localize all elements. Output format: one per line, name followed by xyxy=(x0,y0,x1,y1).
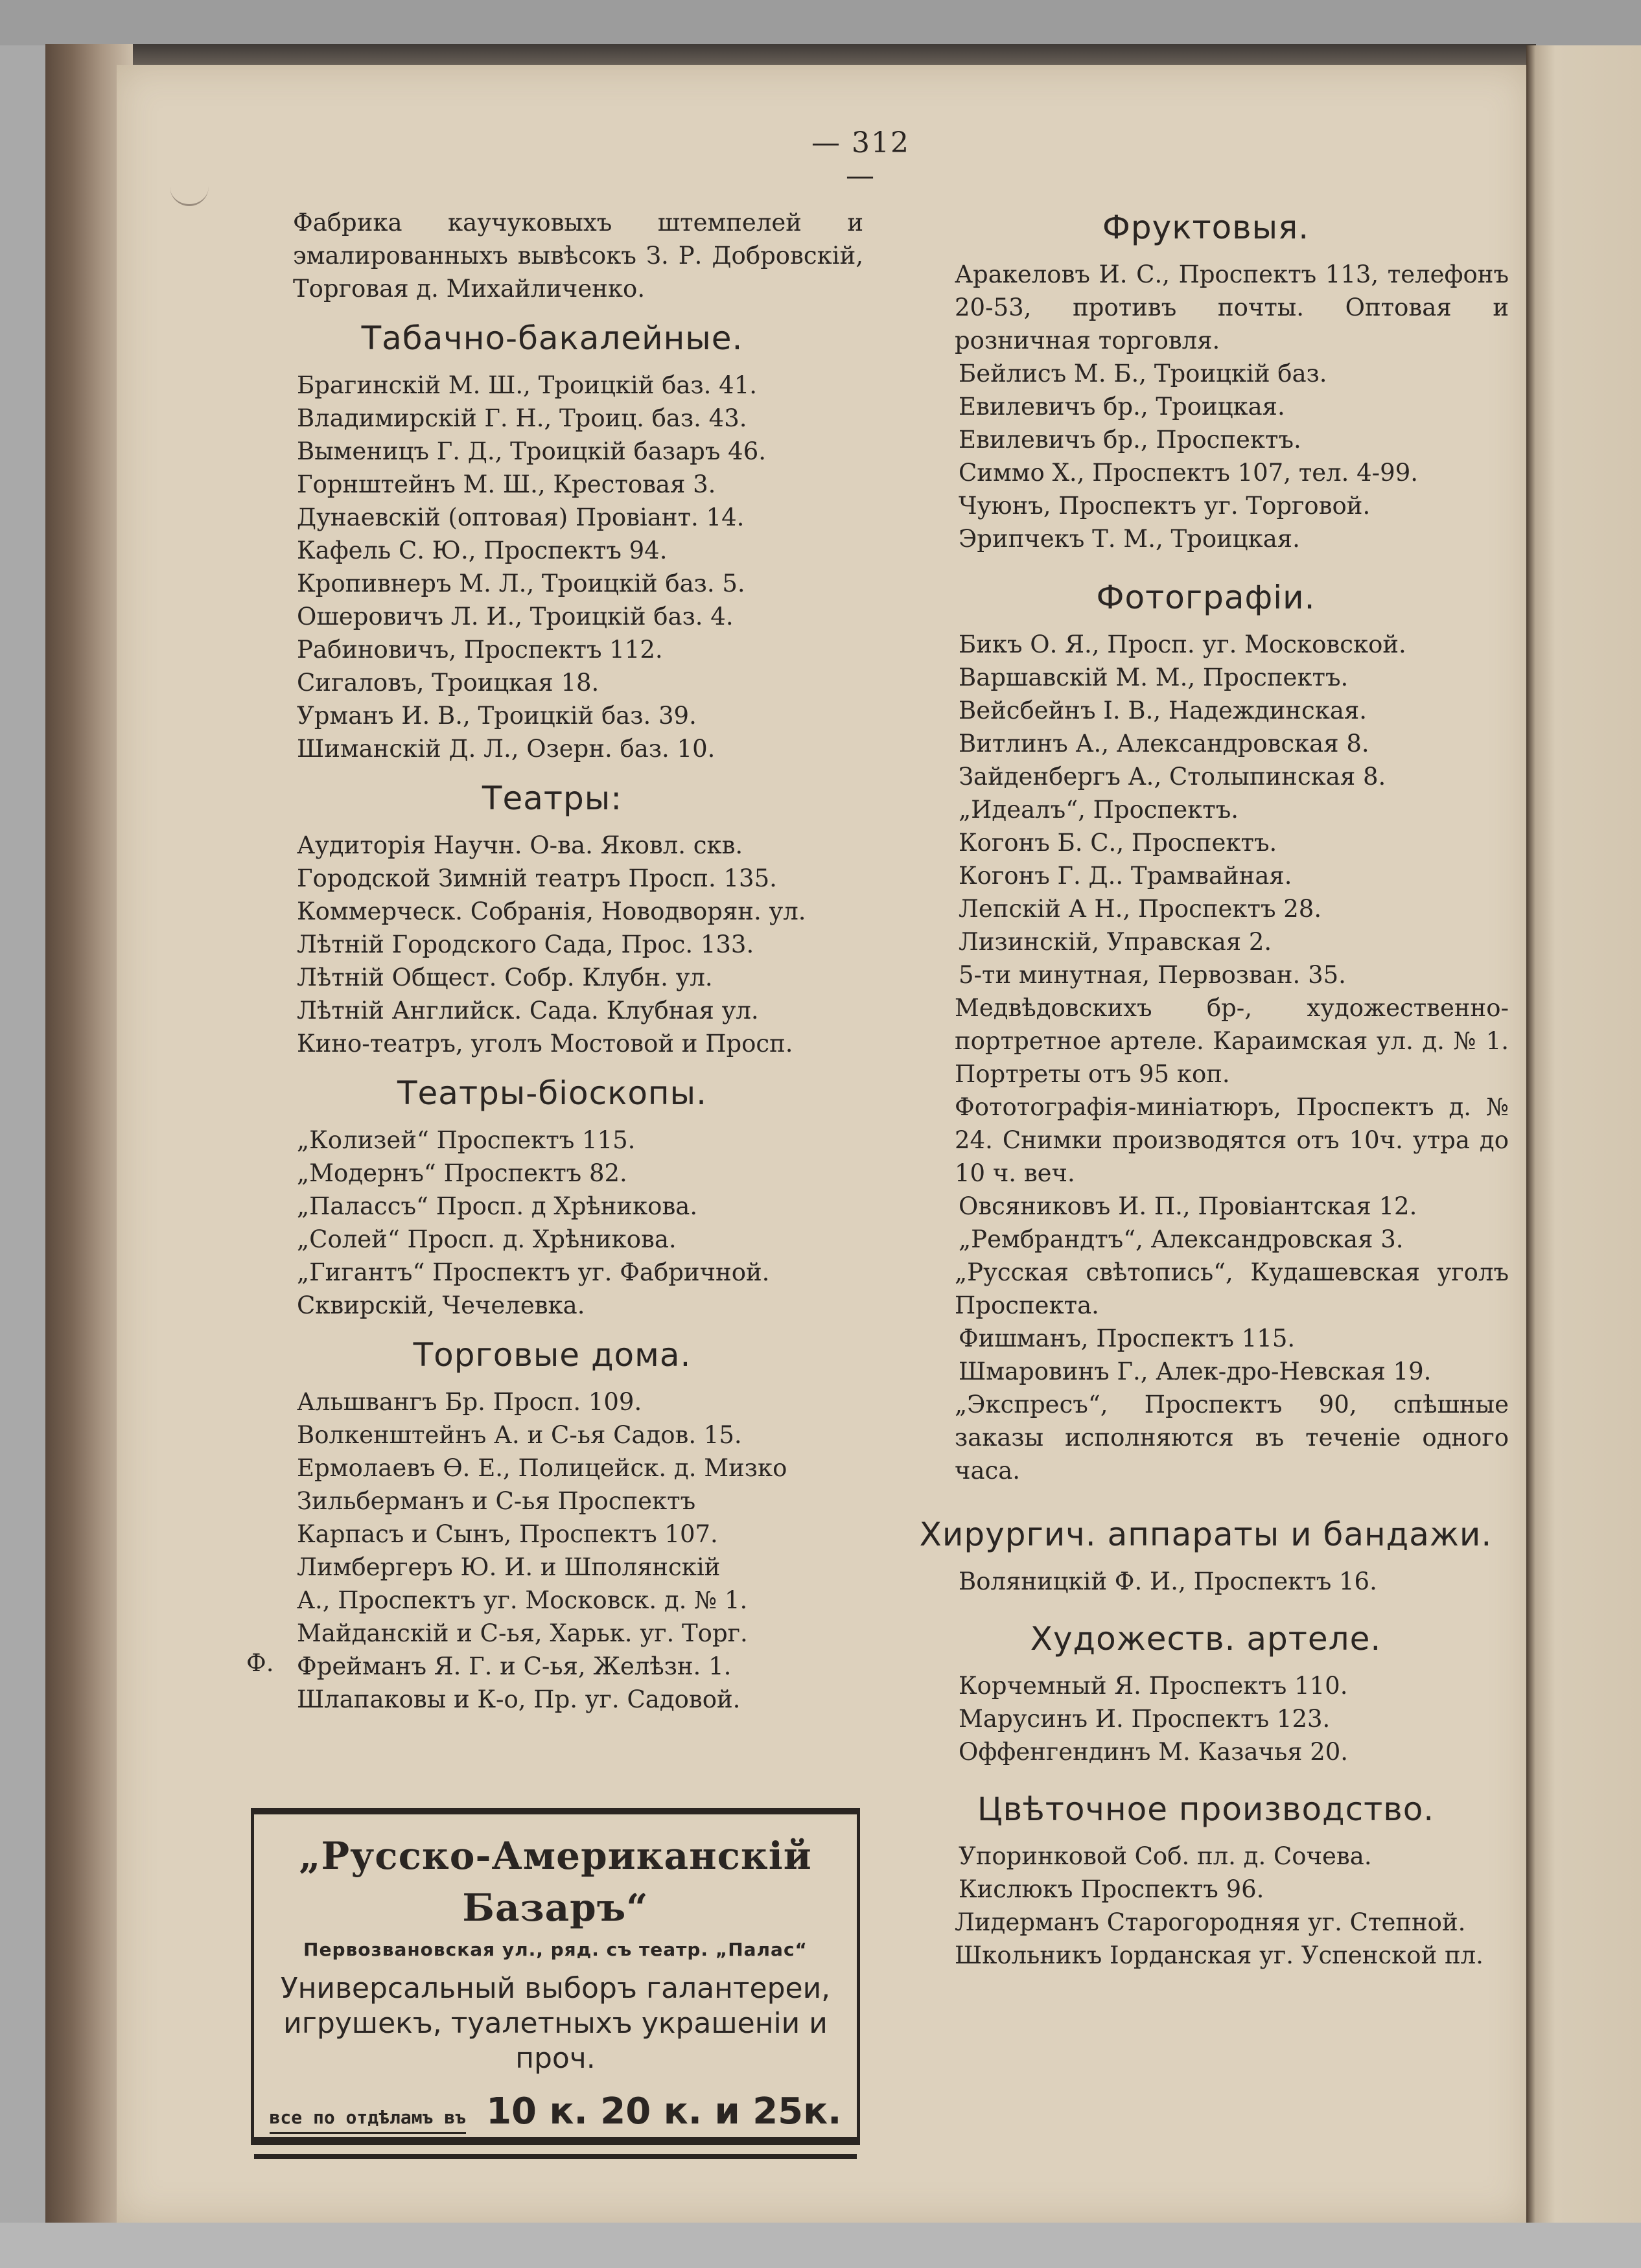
list-item: Лѣтній Английск. Сада. Клубная ул. xyxy=(297,997,759,1024)
scan-background-bottom xyxy=(0,2223,1641,2268)
section-fruit xyxy=(903,357,1509,555)
list-item: Витлинъ А., Александровская 8. xyxy=(959,730,1369,758)
list-item: Бейлисъ М. Б., Троицкій баз. xyxy=(959,360,1327,388)
list-item: Владимирскій Г. Н., Троиц. баз. 43. xyxy=(297,404,747,432)
list-item: 5-ти минутная, Первозван. 35. xyxy=(959,961,1346,989)
section-photo-cont2 xyxy=(903,1322,1509,1388)
advertisement-box xyxy=(251,1808,860,2145)
list-item: Шмаровинъ Г., Алек-дро-Невская 19. xyxy=(959,1358,1432,1385)
section-heading: Цвѣточное производство. xyxy=(977,1790,1435,1828)
list-item: Альшвангъ Бр. Просп. 109. xyxy=(297,1388,642,1416)
paragraph-entry: Школьникъ Іорданская уг. Успенской пл. xyxy=(955,1941,1484,1969)
list-item: Варшавскій М. М., Проспектъ. xyxy=(959,664,1349,691)
list-item: Урманъ И. В., Троицкій баз. 39. xyxy=(297,702,697,730)
list-item: Карпасъ и Сынъ, Проспектъ 107. xyxy=(297,1520,718,1548)
section-theatres xyxy=(241,829,863,1060)
list-item: Шлапаковы и К-о, Пр. уг. Садовой. xyxy=(297,1685,741,1713)
list-item: Бикъ О. Я., Просп. уг. Московской. xyxy=(959,631,1406,658)
list-item: А., Проспектъ уг. Московск. д. № 1. xyxy=(297,1586,748,1614)
scan-background-left xyxy=(0,45,45,2223)
list-item: Майданскій и С-ья, Харьк. уг. Торг. xyxy=(297,1619,748,1647)
ad-prices-prefix: все по отдѣламъ въ xyxy=(270,2107,466,2134)
section-flowers xyxy=(903,1840,1509,1906)
section-tobacco xyxy=(241,369,863,765)
paragraph-entry: Фототографія-миніатюръ, Проспектъ д. № 24. Снимки производятся отъ 10ч. утра до 10 ч. веч. xyxy=(955,1093,1509,1187)
list-item: Волкенштейнъ А. и С-ья Садов. 15. xyxy=(297,1421,742,1449)
section-photo xyxy=(903,628,1509,991)
list-item: „Идеалъ“, Проспектъ. xyxy=(959,796,1239,824)
adjacent-page-edge xyxy=(1526,45,1641,2223)
list-item: Выменицъ Г. Д., Троицкій базаръ 46. xyxy=(297,437,766,465)
section-photo-cont xyxy=(903,1190,1509,1256)
list-item: Коммерческ. Собранія, Новодворян. ул. xyxy=(297,897,806,925)
section-heading: Табачно-бакалейные. xyxy=(361,319,743,357)
scan-background-top xyxy=(0,0,1641,45)
section-heading: Художеств. артеле. xyxy=(1030,1620,1382,1658)
section-heading: Театры-біоскопы. xyxy=(397,1074,707,1112)
list-item: Сквирскій, Чечелевка. xyxy=(297,1291,585,1319)
list-item: Брагинскій М. Ш., Троицкій баз. 41. xyxy=(297,371,758,399)
list-item: Овсяниковъ И. П., Провіантская 12. xyxy=(959,1192,1417,1220)
list-item: Дунаевскій (оптовая) Провіант. 14. xyxy=(297,503,745,531)
list-item: Марусинъ И. Проспектъ 123. xyxy=(959,1705,1331,1733)
list-item: Упоринковой Соб. пл. д. Сочева. xyxy=(959,1842,1372,1870)
section-heading: Театры: xyxy=(482,780,623,817)
section-art-artel xyxy=(903,1669,1509,1768)
paragraph-entry: „Русская свѣтопись“, Кудашевская уголъ Проспекта. xyxy=(955,1258,1509,1319)
section-surgical xyxy=(903,1565,1509,1598)
list-item: Евилевичъ бр., Троицкая. xyxy=(959,393,1285,421)
list-item: Аудиторія Научн. О-ва. Яковл. скв. xyxy=(297,831,743,859)
list-item: Воляницкій Ф. И., Проспектъ 16. xyxy=(959,1568,1377,1595)
ad-address: Первозвановская ул., ряд. съ театр. „Палас“ xyxy=(303,1939,808,1960)
list-item: Когонъ Г. Д.. Трамвайная. xyxy=(959,862,1292,890)
ad-prices-line xyxy=(254,2090,857,2133)
list-item: Лизинскій, Управская 2. xyxy=(959,928,1272,956)
list-item: Шиманскій Д. Л., Озерн. баз. 10. xyxy=(297,735,716,763)
list-item: Оффенгендинъ М. Казачья 20. xyxy=(959,1738,1349,1766)
list-item: Ошеровичъ Л. И., Троицкій баз. 4. xyxy=(297,603,734,631)
section-heading: Фотографіи. xyxy=(1096,579,1316,616)
section-trading-houses xyxy=(241,1385,863,1716)
list-item: Корчемный Я. Проспектъ 110. xyxy=(959,1672,1348,1700)
list-item: „Гигантъ“ Проспектъ уг. Фабричной. xyxy=(297,1258,770,1286)
list-item: Кафель С. Ю., Проспектъ 94. xyxy=(297,537,668,564)
margin-mark: Ф. xyxy=(246,1649,274,1677)
list-item: Лѣтній Городского Сада, Прос. 133. xyxy=(297,931,754,958)
list-item: Евилевичъ бр., Проспектъ. xyxy=(959,426,1301,454)
ad-body: Универсальный выборъ галантереи, игрушекъ, туалетныхъ украшеніи и проч. xyxy=(280,1972,831,2075)
section-heading: Торговые дома. xyxy=(413,1336,692,1374)
section-heading: Хирургич. аппараты и бандажи. xyxy=(919,1516,1493,1553)
list-item: Когонъ Б. С., Проспектъ. xyxy=(959,829,1277,857)
list-item: Симмо Х., Проспектъ 107, тел. 4-99. xyxy=(959,459,1419,487)
ad-prices: 10 к. 20 к. и 25к. xyxy=(486,2090,842,2133)
list-item: Зайденбергъ А., Столыпинская 8. xyxy=(959,763,1386,791)
list-item: Фрейманъ Я. Г. и С-ья, Желѣзн. 1. xyxy=(297,1652,732,1680)
list-item: „Колизей“ Проспектъ 115. xyxy=(297,1126,636,1154)
list-item: „Модернъ“ Проспектъ 82. xyxy=(297,1159,627,1187)
list-item: Лѣтній Общест. Собр. Клубн. ул. xyxy=(297,964,713,991)
list-item: Кислюкъ Проспектъ 96. xyxy=(959,1875,1264,1903)
list-item: Ермолаевъ Ѳ. Е., Полицейск. д. Мизко xyxy=(297,1454,787,1482)
list-item: Горнштейнъ М. Ш., Крестовая 3. xyxy=(297,470,716,498)
list-item: Вейсбейнъ І. В., Надеждинская. xyxy=(959,697,1368,724)
paragraph-entry: Аракеловъ И. С., Проспектъ 113, телефонъ 20-53, противъ почты. Оптовая и розничная торговля. xyxy=(955,260,1509,354)
list-item: Рабиновичъ, Проспектъ 112. xyxy=(297,636,663,664)
section-cinemas xyxy=(241,1124,863,1322)
right-column xyxy=(903,206,1509,1972)
section-heading: Фруктовыя. xyxy=(1102,209,1310,246)
paragraph-entry: Медвѣдовскихъ бр-, художественно-портретное артеле. Караимская ул. д. № 1. Портреты отъ 95 коп. xyxy=(955,994,1509,1088)
list-item: Зильберманъ и С-ья Проспектъ xyxy=(297,1487,696,1515)
paragraph-entry: „Экспресъ“, Проспектъ 90, спѣшные заказы исполняются въ теченіе одного часа. xyxy=(955,1391,1509,1485)
list-item: „Солей“ Просп. д. Хрѣникова. xyxy=(297,1225,677,1253)
list-item: Лепскій А Н., Проспектъ 28. xyxy=(959,895,1322,923)
list-item: Кино-театръ, уголъ Мостовой и Просп. xyxy=(297,1030,793,1058)
list-item: Городской Зимній театръ Просп. 135. xyxy=(297,864,777,892)
left-column xyxy=(241,206,863,1716)
list-item: Фишманъ, Проспектъ 115. xyxy=(959,1325,1296,1352)
list-item: Кропивнеръ М. Л., Троицкій баз. 5. xyxy=(297,570,745,597)
page-number: — 312 — xyxy=(811,126,910,192)
list-item: Чуюнъ, Проспектъ уг. Торговой. xyxy=(959,492,1371,520)
list-item: Эрипчекъ Т. М., Троицкая. xyxy=(959,525,1300,553)
list-item: Сигаловъ, Троицкая 18. xyxy=(297,669,599,697)
ad-title: „Русско-Американскій Базаръ“ xyxy=(299,1834,812,1930)
list-item: „Палассъ“ Просп. д Хрѣникова. xyxy=(297,1192,698,1220)
paragraph-entry: Лидерманъ Старогородняя уг. Степной. xyxy=(955,1908,1466,1936)
ad-bottom-rule xyxy=(254,2154,857,2159)
list-item: Лимбергеръ Ю. И. и Шполянскій xyxy=(297,1553,721,1581)
intro-paragraph: Фабрика каучуковыхъ штемпелей и эмалированныхъ вывѣсокъ З. Р. Добровскій, Торговая д. Михайличенко. xyxy=(293,209,863,303)
list-item: „Рембрандтъ“, Александровская 3. xyxy=(959,1225,1404,1253)
